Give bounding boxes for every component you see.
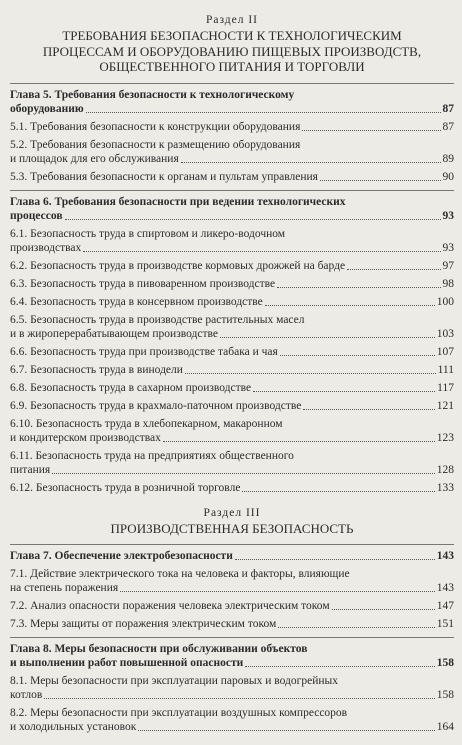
leader-dots xyxy=(138,730,434,731)
page-number: 158 xyxy=(436,657,454,669)
page-number: 164 xyxy=(436,721,454,733)
entry-title: 7.3. Меры защиты от поражения электрическим током xyxy=(10,618,277,630)
leader-dots xyxy=(181,162,441,163)
toc-entry xyxy=(10,277,454,291)
chapter-title-line: оборудованию xyxy=(10,102,84,115)
entry-title: 6.4. Безопасность труда в консервном производстве xyxy=(10,295,263,308)
section-2-title-line: ТРЕБОВАНИЯ БЕЗОПАСНОСТИ К ТЕХНОЛОГИЧЕСКИМ xyxy=(62,28,402,43)
entry-title-cont: и в жироперерабатывающем производстве xyxy=(10,327,218,340)
entry-title: 6.5. Безопасность труда в производстве растительных масел xyxy=(10,313,305,326)
entry-title-cont: и холодильных установок xyxy=(10,721,137,733)
toc-entry xyxy=(10,449,454,477)
entry-title: 5.1. Требования безопасности к конструкции оборудования xyxy=(10,120,301,133)
page-number: 103 xyxy=(436,327,454,340)
leader-dots xyxy=(347,269,440,270)
chapter-8 xyxy=(10,637,454,670)
entry-title: 6.7. Безопасность труда в винодели xyxy=(10,363,183,376)
leader-dots xyxy=(185,373,436,374)
leader-dots xyxy=(245,666,434,667)
toc-entry xyxy=(10,481,454,495)
chapter-title-row xyxy=(10,549,454,563)
entry-title: 6.11. Безопасность труда на предприятиях общественного xyxy=(10,449,294,462)
page-number: 143 xyxy=(436,582,454,594)
leader-dots xyxy=(242,491,434,492)
section-3-title xyxy=(10,521,454,537)
toc-entry xyxy=(10,170,454,184)
page-number: 87 xyxy=(442,120,454,133)
toc-entry xyxy=(10,674,454,702)
chapter-title-row xyxy=(10,656,454,670)
chapter-title-line: Глава 7. Обеспечение электробезопасности xyxy=(10,550,233,562)
entry-title: 6.6. Безопасность труда при производстве табака и чая xyxy=(10,345,278,358)
entry-title-cont: на степень поражения xyxy=(10,582,119,594)
section-3-title-line: ПРОИЗВОДСТВЕННАЯ БЕЗОПАСНОСТЬ xyxy=(110,520,354,536)
leader-dots xyxy=(83,251,440,252)
leader-dots xyxy=(265,305,435,306)
chapter-title-line: Глава 6. Требования безопасности при ведении технологических xyxy=(10,195,346,208)
entry-title: 6.1. Безопасность труда в спиртовом и ликеро-водочном xyxy=(10,227,286,240)
leader-dots xyxy=(86,112,441,113)
toc-entry xyxy=(10,345,454,359)
entry-title: 6.9. Безопасность труда в крахмало-паточном производстве xyxy=(10,399,302,412)
page-number: 121 xyxy=(436,399,454,412)
page-number: 147 xyxy=(436,600,454,612)
leader-dots xyxy=(220,337,435,338)
section-2-title xyxy=(10,28,454,75)
section-3-header xyxy=(10,507,454,537)
leader-dots xyxy=(65,219,441,220)
section-2-title-line: ОБЩЕСТВЕННОГО ПИТАНИЯ И ТОРГОВЛИ xyxy=(99,59,365,74)
toc-entry xyxy=(10,120,454,134)
toc-entry xyxy=(10,417,454,445)
page-number: 133 xyxy=(436,481,454,494)
entry-title-cont: котлов xyxy=(10,689,43,701)
leader-dots xyxy=(163,441,435,442)
leader-dots xyxy=(280,355,435,356)
toc-entry xyxy=(10,567,454,595)
chapter-title-line: Глава 8. Меры безопасности при обслуживании объектов xyxy=(10,643,308,655)
page-number: 98 xyxy=(442,277,454,290)
entry-title: 6.8. Безопасность труда в сахарном производстве xyxy=(10,381,252,394)
toc-entry xyxy=(10,259,454,273)
leader-dots xyxy=(235,559,435,560)
page-number: 93 xyxy=(442,241,454,254)
toc-entry xyxy=(10,599,454,613)
toc-entry xyxy=(10,617,454,631)
entry-title: 6.12. Безопасность труда в розничной торговле xyxy=(10,481,241,494)
entry-title: 8.2. Меры безопасности при эксплуатации воздушных компрессоров xyxy=(10,707,348,719)
page-number: 158 xyxy=(436,689,454,701)
entry-title-cont: и площадок для его обслуживания xyxy=(10,152,179,165)
leader-dots xyxy=(320,180,441,181)
chapter-6 xyxy=(10,190,454,223)
chapter-title-row xyxy=(10,102,454,116)
page-number: 87 xyxy=(442,102,454,115)
entry-title-cont: питания xyxy=(10,463,51,476)
chapter-title-line: и выполнении работ повышенной опасности xyxy=(10,657,244,669)
page-number: 100 xyxy=(436,295,454,308)
leader-dots xyxy=(278,627,434,628)
page-number: 97 xyxy=(442,259,454,272)
section-2-label: Раздел II xyxy=(205,14,259,26)
toc-entry xyxy=(10,138,454,166)
entry-title: 7.2. Анализ опасности поражения человека электрическим током xyxy=(10,600,330,612)
leader-dots xyxy=(277,287,440,288)
page-number: 128 xyxy=(436,463,454,476)
toc-entry xyxy=(10,313,454,341)
page-number: 89 xyxy=(442,152,454,165)
leader-dots xyxy=(332,609,435,610)
leader-dots xyxy=(120,591,435,592)
section-3-label: Раздел III xyxy=(203,506,261,519)
section-2-title-line: ПРОЦЕССАМ И ОБОРУДОВАНИЮ ПИЩЕВЫХ ПРОИЗВОДСТВ, xyxy=(42,43,422,59)
leader-dots xyxy=(303,409,434,410)
leader-dots xyxy=(52,473,435,474)
chapter-title-line: Глава 5. Требования безопасности к технологическому xyxy=(10,88,295,101)
page-number: 123 xyxy=(436,431,454,444)
toc-entry xyxy=(10,295,454,309)
page-number: 107 xyxy=(436,345,454,358)
entry-title: 5.2. Требования безопасности к размещению оборудования xyxy=(10,138,301,151)
page-number: 117 xyxy=(437,381,454,394)
chapter-title-row xyxy=(10,209,454,223)
toc-entry xyxy=(10,381,454,395)
chapter-title-line: процессов xyxy=(10,209,63,222)
entry-title-cont: производствах xyxy=(10,241,82,254)
entry-title: 5.3. Требования безопасности к органам и пультам управления xyxy=(10,170,318,183)
leader-dots xyxy=(44,698,434,699)
toc-entry xyxy=(10,706,454,734)
toc-entry xyxy=(10,227,454,255)
page-number: 151 xyxy=(436,618,454,630)
entry-title: 8.1. Меры безопасности при эксплуатации паровых и водогрейных xyxy=(10,675,339,687)
entry-title: 7.1. Действие электрического тока на человека и факторы, влияющие xyxy=(10,568,350,580)
entry-title-cont: и кондитерском производствах xyxy=(10,431,161,444)
entry-title: 6.10. Безопасность труда в хлебопекарном, макаронном xyxy=(10,417,283,430)
page-number: 90 xyxy=(442,170,454,183)
leader-dots xyxy=(302,130,440,131)
chapter-5 xyxy=(10,83,454,116)
page-number: 143 xyxy=(436,550,454,562)
entry-title: 6.2. Безопасность труда в производстве кормовых дрожжей на барде xyxy=(10,259,346,272)
page-number: 111 xyxy=(437,363,454,376)
leader-dots xyxy=(253,391,435,392)
toc-entry xyxy=(10,399,454,413)
page-number: 93 xyxy=(442,209,454,222)
chapter-7 xyxy=(10,544,454,563)
toc-entry xyxy=(10,363,454,377)
entry-title: 6.3. Безопасность труда в пивоваренном производстве xyxy=(10,277,276,290)
